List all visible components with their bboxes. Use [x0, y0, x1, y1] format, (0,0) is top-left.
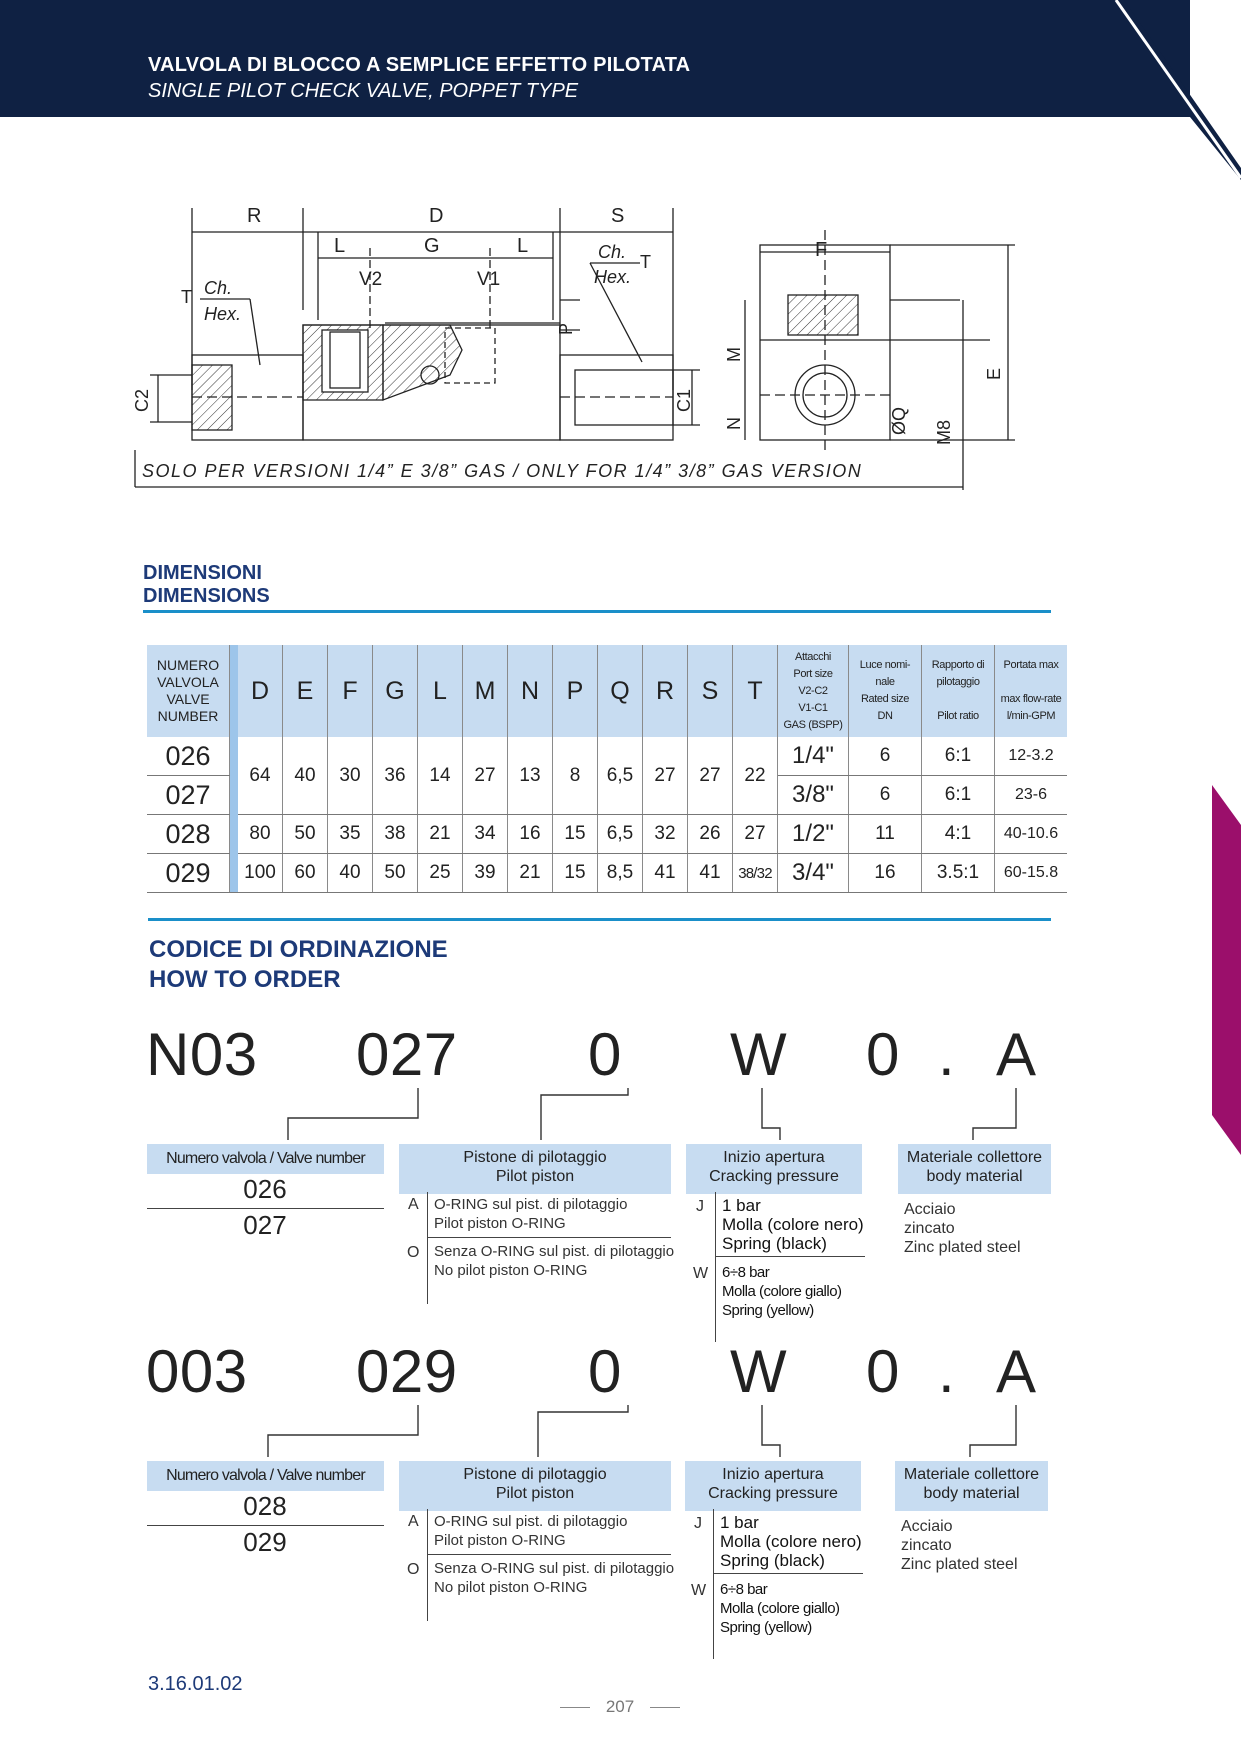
code-connectors	[0, 1020, 1241, 1140]
dim-cell: 100	[238, 854, 283, 893]
valve-number: 029	[147, 854, 230, 893]
dim-label-l2: L	[517, 235, 529, 257]
dim-label-v1: V1	[477, 269, 501, 290]
dim-cell: 27	[643, 737, 688, 815]
flow-cell: 23-6	[995, 776, 1068, 815]
dim-label-n: N	[724, 417, 744, 430]
label-ch-left: Ch.	[204, 278, 233, 298]
dim-cell: 32	[643, 815, 688, 854]
pressure-option: 1 bar Molla (colore nero) Spring (black)	[722, 1196, 864, 1253]
header-col: F	[328, 645, 373, 737]
code-pressure: W	[730, 1338, 788, 1405]
header-rated-size: Luce nomi- nale Rated size DN	[849, 645, 922, 737]
dim-cell: 40	[328, 854, 373, 893]
dim-cell: 16	[508, 815, 553, 854]
ratio-cell: 6:1	[922, 737, 995, 776]
code-dot: .	[938, 1021, 956, 1088]
code-connectors	[0, 1337, 1241, 1457]
port-cell: 3/4"	[778, 854, 849, 893]
dim-cell: 13	[508, 737, 553, 815]
piston-option-letter: A	[408, 1196, 419, 1213]
dim-cell: 21	[418, 815, 463, 854]
dim-cell: 15	[553, 815, 598, 854]
code-zero: 0	[866, 1021, 900, 1088]
header-pilot-ratio: Rapporto di pilotaggio Pilot ratio	[922, 645, 995, 737]
dn-cell: 16	[849, 854, 922, 893]
port-cell: 1/2"	[778, 815, 849, 854]
divider	[715, 1256, 865, 1257]
divider	[427, 1509, 428, 1621]
divider	[147, 1208, 384, 1209]
header-col: L	[418, 645, 463, 737]
material-header: Materiale collettore body material	[898, 1144, 1051, 1194]
code-prefix: N03	[146, 1021, 258, 1088]
pressure-option: 6÷8 bar Molla (colore giallo) Spring (yellow)	[720, 1581, 840, 1636]
header-col: M	[463, 645, 508, 737]
dim-cell: 27	[463, 737, 508, 815]
dim-cell: 6,5	[598, 815, 643, 854]
dimensions-title-italian: DIMENSIONI	[143, 562, 262, 584]
code-prefix: 003	[146, 1338, 248, 1405]
header-col: S	[688, 645, 733, 737]
header-col: G	[373, 645, 418, 737]
dim-cell: 21	[508, 854, 553, 893]
dim-label-m: M	[724, 347, 744, 362]
dim-cell: 38/32	[733, 854, 778, 893]
dim-label-c1: C1	[674, 388, 694, 412]
header-col: E	[283, 645, 328, 737]
header-corner-stripe	[1110, 0, 1241, 180]
divider	[715, 1192, 716, 1342]
piston-header: Pistone di pilotaggio Pilot piston	[399, 1461, 671, 1511]
code-dot: .	[938, 1338, 956, 1405]
order-rule	[148, 918, 1051, 921]
pressure-option-letter: J	[696, 1198, 704, 1215]
header-col: T	[733, 645, 778, 737]
divider	[713, 1573, 863, 1574]
header-valve-number: NUMERO VALVOLA VALVE NUMBER	[147, 645, 230, 737]
dim-label-e: E	[984, 367, 1004, 380]
title-english: SINGLE PILOT CHECK VALVE, POPPET TYPE	[148, 80, 579, 102]
page-number: 207	[605, 1697, 635, 1716]
dimensions-rule	[143, 610, 1051, 613]
dim-label-d: D	[429, 205, 444, 227]
dim-cell: 27	[733, 815, 778, 854]
divider	[427, 1237, 671, 1238]
divider	[427, 1192, 428, 1304]
label-t-right: T	[640, 252, 651, 272]
pressure-option-letter: J	[694, 1515, 702, 1532]
dim-cell: 41	[688, 854, 733, 893]
dim-label-c2: C2	[132, 388, 152, 412]
label-hex-right: Hex.	[594, 267, 632, 287]
dim-label-q: ØQ	[889, 406, 909, 435]
valve-option: 026	[243, 1174, 287, 1204]
order-title-italian: CODICE DI ORDINAZIONE	[149, 936, 448, 963]
dn-cell: 6	[849, 737, 922, 776]
code-valve-number: 027	[356, 1021, 458, 1088]
dn-cell: 6	[849, 776, 922, 815]
label-t-left: T	[181, 287, 192, 307]
dim-cell: 34	[463, 815, 508, 854]
dim-label-s: S	[611, 205, 625, 227]
pressure-option: 6÷8 bar Molla (colore giallo) Spring (yellow)	[722, 1264, 842, 1319]
code-valve-number: 029	[356, 1338, 458, 1405]
dim-label-f: F	[815, 239, 828, 261]
dim-label-g: G	[424, 235, 440, 257]
dimensions-table	[147, 645, 1067, 893]
valve-option: 028	[243, 1491, 287, 1521]
port-cell: 1/4"	[778, 737, 849, 776]
piston-option-letter: O	[407, 1244, 420, 1261]
dimensions-title-english: DIMENSIONS	[143, 585, 270, 607]
valve-option: 027	[243, 1210, 287, 1240]
valve-number-header: Numero valvola / Valve number	[147, 1461, 384, 1491]
valve-number: 026	[147, 737, 230, 776]
dim-label-l1: L	[334, 235, 346, 257]
divider	[147, 1525, 384, 1526]
dim-label-p: P	[556, 322, 576, 335]
divider	[713, 1509, 714, 1659]
code-pressure: W	[730, 1021, 788, 1088]
label-ch-right: Ch.	[598, 242, 627, 262]
dim-cell: 39	[463, 854, 508, 893]
dim-cell: 35	[328, 815, 373, 854]
dim-cell: 38	[373, 815, 418, 854]
dim-cell: 25	[418, 854, 463, 893]
dim-cell: 80	[238, 815, 283, 854]
header-col: P	[553, 645, 598, 737]
table-header-row	[147, 645, 1067, 737]
valve-option: 029	[243, 1527, 287, 1557]
pressure-option-letter: W	[693, 1265, 709, 1282]
dim-cell: 22	[733, 737, 778, 815]
header-max-flow: Portata max max flow-rate l/min-GPM	[995, 645, 1068, 737]
dim-cell: 15	[553, 854, 598, 893]
document-code: 3.16.01.02	[148, 1673, 243, 1695]
header-col: Q	[598, 645, 643, 737]
dim-cell: 41	[643, 854, 688, 893]
dim-cell: 27	[688, 737, 733, 815]
header-col: R	[643, 645, 688, 737]
piston-option: Senza O-RING sul pist. di pilotaggio No pilot piston O-RING	[434, 1560, 675, 1596]
code-piston: 0	[588, 1021, 622, 1088]
material-header: Materiale collettore body material	[895, 1461, 1048, 1511]
dim-cell: 50	[283, 815, 328, 854]
dim-cell: 64	[238, 737, 283, 815]
dn-cell: 11	[849, 815, 922, 854]
flow-cell: 40-10.6	[995, 815, 1068, 854]
dim-cell: 36	[373, 737, 418, 815]
dim-cell: 40	[283, 737, 328, 815]
dim-cell: 50	[373, 854, 418, 893]
code-piston: 0	[588, 1338, 622, 1405]
dim-label-r: R	[247, 205, 262, 227]
piston-option: O-RING sul pist. di pilotaggio Pilot piston O-RING	[434, 1513, 628, 1549]
flow-cell: 12-3.2	[995, 737, 1068, 776]
code-zero: 0	[866, 1338, 900, 1405]
valve-number-header: Numero valvola / Valve number	[147, 1144, 384, 1174]
header-port-size: Attacchi Port size V2-C2 V1-C1 GAS (BSPP)	[778, 645, 849, 737]
label-hex-left: Hex.	[204, 304, 242, 324]
header-col: D	[238, 645, 283, 737]
dim-label-m8: M8	[934, 419, 954, 445]
divider	[427, 1554, 671, 1555]
piston-option-letter: A	[408, 1513, 419, 1530]
ratio-cell: 6:1	[922, 776, 995, 815]
material-option: Acciaio zincato Zinc plated steel	[901, 1518, 1018, 1573]
dim-cell: 60	[283, 854, 328, 893]
pressure-option: 1 bar Molla (colore nero) Spring (black)	[720, 1513, 862, 1570]
material-option: Acciaio zincato Zinc plated steel	[904, 1201, 1021, 1256]
piston-header: Pistone di pilotaggio Pilot piston	[399, 1144, 671, 1194]
table-row	[147, 815, 1067, 854]
title-italian: VALVOLA DI BLOCCO A SEMPLICE EFFETTO PILOTATA	[148, 54, 691, 76]
dim-cell: 8	[553, 737, 598, 815]
port-cell: 3/8"	[778, 776, 849, 815]
table-row	[147, 854, 1067, 893]
flow-cell: 60-15.8	[995, 854, 1068, 893]
ratio-cell: 4:1	[922, 815, 995, 854]
pressure-header: Inizio apertura Cracking pressure	[685, 1461, 861, 1511]
dim-cell: 8,5	[598, 854, 643, 893]
valve-number: 027	[147, 776, 230, 815]
dim-cell: 30	[328, 737, 373, 815]
dim-cell: 26	[688, 815, 733, 854]
header-col: N	[508, 645, 553, 737]
valve-number: 028	[147, 815, 230, 854]
order-block	[0, 1020, 1241, 1340]
piston-option-letter: O	[407, 1561, 420, 1578]
order-title-english: HOW TO ORDER	[149, 966, 341, 993]
piston-option: Senza O-RING sul pist. di pilotaggio No pilot piston O-RING	[434, 1243, 675, 1279]
order-block	[0, 1337, 1241, 1657]
piston-option: O-RING sul pist. di pilotaggio Pilot piston O-RING	[434, 1196, 628, 1232]
dim-label-v2: V2	[359, 269, 383, 290]
dim-cell: 14	[418, 737, 463, 815]
ratio-cell: 3.5:1	[922, 854, 995, 893]
dim-cell: 6,5	[598, 737, 643, 815]
code-material: A	[996, 1338, 1037, 1405]
valve-technical-drawing	[120, 190, 1120, 560]
table-row	[147, 737, 1067, 776]
drawing-note: SOLO PER VERSIONI 1/4” E 3/8” GAS / ONLY FOR 1/4” 3/8” GAS VERSION	[142, 461, 863, 481]
pressure-option-letter: W	[691, 1582, 707, 1599]
pressure-header: Inizio apertura Cracking pressure	[686, 1144, 862, 1194]
code-material: A	[996, 1021, 1037, 1088]
